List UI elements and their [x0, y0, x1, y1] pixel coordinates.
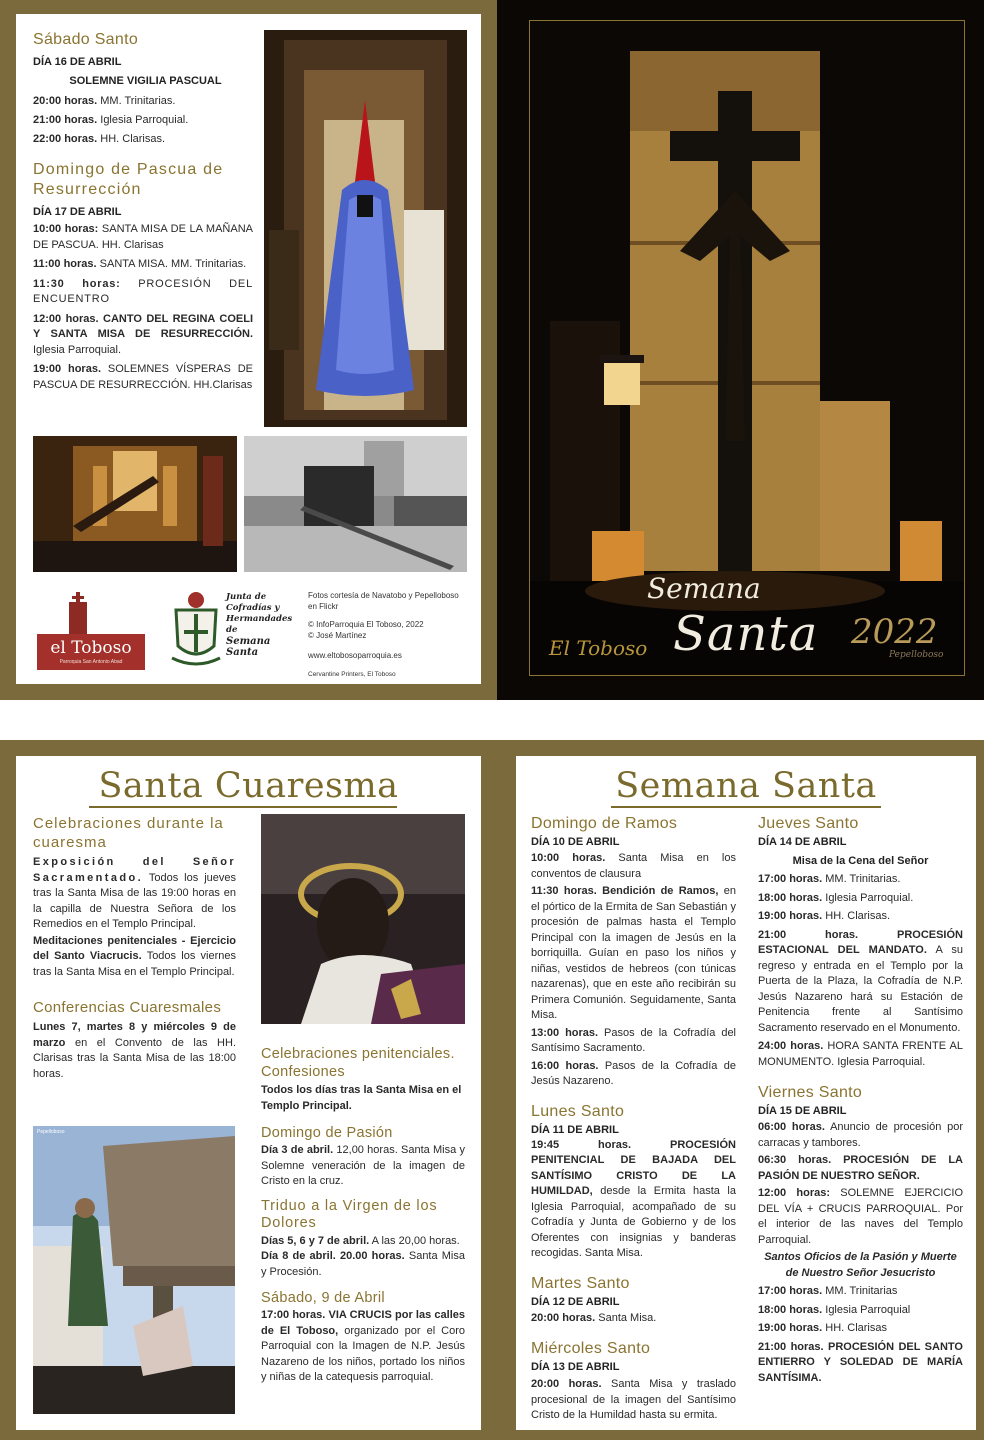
domingo-date: DÍA 17 DE ABRIL [33, 206, 122, 218]
cover-photographer: Pepelloboso [889, 650, 944, 660]
panel-cuaresma [0, 740, 497, 1440]
credit-line: © InfoParroquia El Toboso, 2022 [308, 620, 424, 629]
triduo-text-1: Días 5, 6 y 7 de abril. A las 20,00 horas. [261, 1234, 460, 1247]
semana-title-rule [611, 806, 881, 808]
sabado-9-text: 17:00 horas. VIA CRUCIS por las calles de El Toboso, organizado por el Coro Parroquial con la Imagen de N.P. Jesús Nazareno de los niños, portado los niños y niñas de la catequesis parroquial. [261, 1309, 465, 1383]
credit-line: Fotos cortesía de Navatobo y Pepelloboso en Flickr [308, 591, 459, 611]
lunes-title: Lunes Santo [531, 1102, 625, 1120]
list-item: 21:00 horas. Iglesia Parroquial. [33, 114, 189, 126]
list-item: 18:00 horas. Iglesia Parroquial [758, 1303, 911, 1316]
list-item: 12:00 horas: SOLEMNE EJERCICIO DEL VÍA + CRUCIS PARROQUIAL. Por el interior de las naves del Templo Parroquial. [758, 1187, 963, 1246]
ramos-title: Domingo de Ramos [531, 815, 678, 832]
credit-line: © José Martínez [308, 631, 367, 640]
toboso-name: el Toboso [50, 638, 132, 658]
list-item: 19:00 horas. SOLEMNES VÍSPERAS DE PASCUA DE RESURRECCIÓN. HH.Clarisas [33, 363, 253, 391]
miercoles-list [531, 1377, 736, 1424]
list-item: 20:00 horas. Santa Misa y traslado procesional de la imagen del Santísimo Cristo de la Humildad hasta su ermita. [531, 1378, 736, 1421]
panel-semana-santa [497, 740, 984, 1440]
jueves-date: DÍA 14 DE ABRIL [758, 836, 847, 848]
martes-list [531, 1311, 736, 1327]
sabado-9-title: Sábado, 9 de Abril [261, 1290, 385, 1306]
penitenciales-title: Celebraciones penitenciales. Confesiones [261, 1046, 455, 1080]
logo-junta [168, 588, 293, 674]
ramos-date: DÍA 10 DE ABRIL [531, 836, 620, 848]
list-item: 20:00 horas. Santa Misa. [531, 1311, 657, 1324]
list-item: 06:30 horas. PROCESIÓN DE LA PASIÓN DE NUESTRO SEÑOR. [758, 1154, 963, 1182]
list-item: 24:00 horas. HORA SANTA FRENTE AL MONUMENTO. Iglesia Parroquial. [758, 1040, 963, 1068]
cuaresma-title-rule [89, 806, 397, 808]
meditaciones-text: Meditaciones penitenciales - Ejercicio del Santo Viacrucis. Todos los viernes tras la Santa Misa en el Templo Principal. [33, 934, 236, 978]
list-item: 21:00 horas. PROCESIÓN ESTACIONAL DEL MANDATO. A su regreso y entrada en el Templo por la Puerta de la Plaza, la Cofradía de N.P. Jesús Nazareno hará su Estación de Penitencia frente al Santísimo Sacramento reservado en el Monumento. [758, 928, 964, 1034]
panel-top-left [0, 0, 497, 700]
viernes-list [758, 1120, 963, 1248]
list-item: 16:00 horas. Pasos de la Cofradía de Jesús Nazareno. [531, 1059, 737, 1087]
ramos-list [531, 851, 736, 1090]
list-item: 11:30 horas: PROCESIÓN DEL ENCUENTRO [33, 277, 253, 305]
list-item: 22:00 horas. HH. Clarisas. [33, 133, 166, 145]
triduo-title: Triduo a la Virgen de los Dolores [261, 1197, 438, 1231]
jueves-sub: Misa de la Cena del Señor [792, 855, 929, 867]
jueves-list [758, 872, 963, 1070]
credit-printer: Cervantine Printers, El Toboso [308, 671, 396, 678]
conferencias-text: Lunes 7, martes 8 y miércoles 9 de marzo en el Convento de las HH. Clarisas tras la Santa Misa de las 18:00 horas. [33, 1021, 236, 1080]
panel-cuaresma-inner [16, 756, 481, 1430]
miercoles-title: Miércoles Santo [531, 1340, 651, 1357]
list-item: 17:00 horas. MM. Trinitarias [758, 1285, 898, 1297]
sabado-date: DÍA 16 DE ABRIL [33, 56, 122, 68]
lunes-date: DÍA 11 DE ABRIL [531, 1123, 619, 1136]
coat-of-arms-icon [168, 588, 224, 674]
photo-bw-procession [244, 436, 467, 572]
pasion-title: Domingo de Pasión [261, 1125, 393, 1141]
penitenciales-text: Todos los días tras la Santa Misa en el Templo Principal. [261, 1084, 462, 1112]
cover-semana: Semana [647, 572, 761, 605]
toboso-sub: Parroquia San Antonio Abad [59, 659, 123, 665]
conferencias-title: Conferencias Cuaresmales [33, 999, 222, 1016]
viernes-oficios: Santos Oficios de la Pasión y Muerte de Nuestro Señor Jesucristo [764, 1251, 957, 1279]
credit-url[interactable]: www.eltobosoparroquia.es [308, 651, 402, 660]
junta-text: Junta de Cofradías y Hermandades de Semana Santa [226, 592, 293, 658]
cover-santa: Santa [673, 606, 819, 662]
list-item: 13:00 horas. Pasos de la Cofradía del Santísimo Sacramento. [531, 1026, 737, 1054]
semana-title: Semana Santa [615, 766, 877, 806]
sabado-list [33, 92, 258, 149]
list-item: 12:00 horas. CANTO DEL REGINA COELI Y SANTA MISA DE RESURRECCIÓN. Iglesia Parroquial. [33, 312, 253, 356]
logo-el-toboso [37, 588, 145, 670]
domingo-list [33, 222, 253, 393]
photo-nazareno-face [261, 814, 465, 1024]
list-item: 11:00 horas. SANTA MISA. MM. Trinitarias. [33, 258, 247, 270]
cuaresma-title: Santa Cuaresma [98, 766, 399, 806]
martes-date: DÍA 12 DE ABRIL [531, 1295, 620, 1308]
list-item: 17:00 horas. MM. Trinitarias. [758, 873, 901, 885]
triduo-text-2: Día 8 de abril. 20.00 horas. Santa Misa y Procesión. [261, 1250, 465, 1278]
list-item: 21:00 horas. PROCESIÓN DEL SANTO ENTIERRO Y SOLEDAD DE MARÍA SANTÍSIMA. [758, 1340, 963, 1384]
list-item: 18:00 horas. Iglesia Parroquial. [758, 891, 914, 904]
domingo-title: Domingo de Pascua de Resurrección [33, 161, 224, 198]
list-item: 10:00 horas. Santa Misa en los conventos de clausura [531, 852, 736, 880]
viernes-list-2 [758, 1284, 963, 1386]
photo-statue [33, 1126, 235, 1414]
cover-place: El Toboso [549, 636, 648, 660]
sabado-sub: SOLEMNE VIGILIA PASCUAL [69, 75, 222, 87]
cover-panel [497, 0, 984, 700]
list-item: 10:00 horas: SANTA MISA DE LA MAÑANA DE PASCUA. HH. Clarisas [33, 223, 253, 251]
photo-nazareno [264, 30, 467, 427]
viernes-date: DÍA 15 DE ABRIL [758, 1105, 847, 1117]
list-item: 19:00 horas. HH. Clarisas. [758, 910, 891, 922]
list-item: 19:00 horas. HH. Clarisas [758, 1322, 887, 1334]
panel-semana-santa-inner [516, 756, 976, 1430]
jueves-title: Jueves Santo [758, 815, 859, 832]
sabado-title: Sábado Santo [33, 31, 139, 48]
lunes-list [531, 1138, 736, 1262]
martes-title: Martes Santo [531, 1274, 630, 1292]
list-item: 11:30 horas. Bendición de Ramos, en el pórtico de la Ermita de San Sebastián y procesión de palmas hasta el Templo Principal con la imagen de Jesús en la borriquilla. Guían en paso los niños y niñas, vestidos de hebreos (con túnicas nazarenas), que en este año recibirán su Primera Comunión. Seguidamente, Santa Misa. [531, 885, 736, 1021]
panel-top-left-inner [16, 14, 481, 684]
celebraciones-title: Celebraciones durante la cuaresma [33, 815, 224, 851]
photo-altar [33, 436, 237, 572]
list-item: 06:00 horas. Anuncio de procesión por carracas y tambores. [758, 1121, 963, 1149]
viernes-title: Viernes Santo [758, 1084, 863, 1101]
statue-photo-credit: Pepelloboso [37, 1129, 65, 1135]
list-item: 19:45 horas. PROCESIÓN PENITENCIAL DE BAJADA DEL SANTÍSIMO CRISTO DE LA HUMILDAD, desde la Ermita hasta la Iglesia Parroquial, acompañado de su Cofradía y Junta de Gobierno y de los Oferentes con insignias y banderas recogidas. Santa Misa. [531, 1138, 736, 1259]
exposicion-text: Exposición del Señor Sacramentado. Todos los jueves tras la Santa Misa de las 19:00 horas en la capilla de Nuestra Señora de los Remedios en el Templo Principal. [33, 856, 236, 930]
list-item: 20:00 horas. MM. Trinitarias. [33, 95, 176, 107]
credits [308, 590, 468, 680]
cover-year: 2022 [851, 612, 938, 652]
miercoles-date: DÍA 13 DE ABRIL [531, 1361, 620, 1373]
pasion-text: Día 3 de abril. 12,00 horas. Santa Misa y Solemne veneración de la imagen de Cristo en la cruz. [261, 1144, 465, 1187]
